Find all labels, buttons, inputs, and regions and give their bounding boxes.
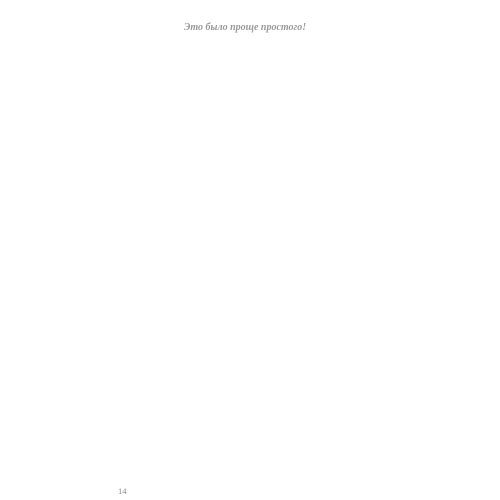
text-column <box>118 0 372 54</box>
section-subheading: Это было проще простого! <box>183 22 307 33</box>
page-number: 14 <box>118 486 127 496</box>
